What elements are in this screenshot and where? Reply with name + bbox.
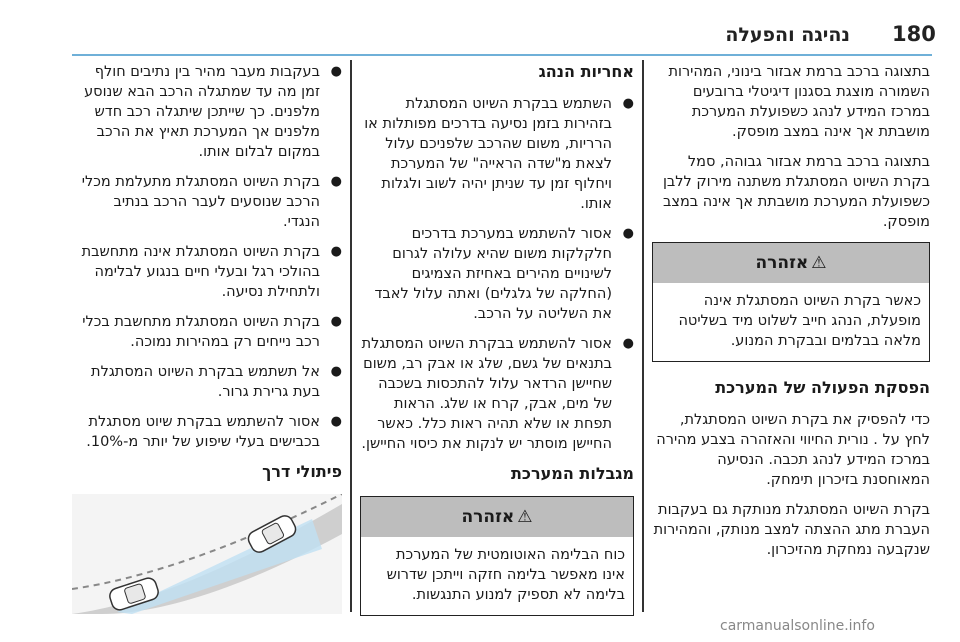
list-item: ● אסור להשתמש בבקרת השיוט המסתגלת בתנאים של גשם, שלג או אבק רב, משום שחיישן הרדאר עלול להתכסות בשכבה של מים, אבק, קרח או שלג. הראות תפחת או שלא תהיה ראות כלל. כאשר החיישן מוסתר יש לנקות את כיסוי החיישן.: [360, 334, 634, 454]
warning-box: [360, 496, 634, 616]
list-item: ● השתמש בבקרת השיוט המסתגלת בזהירות בזמן נסיעה בדרכים מפותלות או הרריות, משום שהרכב שלפניכם עלול לצאת מ"שדה הראייה" של המערכת ויחלוף זמן עד שניתן יהיה לשוב ולגלות אותו.: [360, 94, 634, 214]
middle-column: [360, 62, 634, 632]
section-title: פיתולי דרך: [262, 462, 342, 481]
section-title: אחריות הנהג: [538, 62, 634, 81]
warning-header: [361, 497, 633, 537]
list-item: ● אסור להשתמש בבקרת שיוט מסתגלת בכבישים בעלי שיפוע של יותר מ-10%.: [72, 412, 342, 452]
warning-box: [652, 242, 930, 362]
warning-text: כוח הבלימה האוטומטית של המערכת אינו מאפשר בלימה חזקה וייתכן שדרוש בלימה לא תספיק למנוע התנגשות.: [386, 547, 625, 603]
bullet-list: [72, 62, 342, 452]
right-column: [652, 62, 930, 570]
paragraph: כדי להפסיק את בקרת השיוט המסתגלת, לחץ על . נורית החיווי והאזהרה בצבע מהירה במרכז המידע לנהג תכבה. הנסיעה המאוחסנת בזיכרון תימחק.: [656, 412, 930, 488]
column-divider: [642, 60, 644, 612]
page-number: 180: [892, 22, 936, 46]
chapter-title: נהיגה והפעלה: [725, 24, 850, 46]
section-title: מגבלות המערכת: [510, 464, 634, 483]
list-item: ● בעקבות מעבר מהיר בין נתיבים חולף זמן מה עד שמתגלה הרכב הבא שנוסע מלפנים. כך שייתכן שיתגלה רכב חדש מלפנים אך המערכת תאיץ את הרכב במקום לבלום אותו.: [72, 62, 342, 162]
warning-title: אזהרה: [755, 253, 809, 273]
paragraph: בתצוגה ברכב ברמת אבזור בינוני, המהירות השמורה מוצגת בסגנון דיגיטלי ברובעים במרכז המידע לנהג כשפועלת המערכת מושבתת אך אינה במצב מופסק.: [668, 64, 930, 140]
page-header: [0, 0, 960, 56]
list-item: ● אל תשתמש בבקרת השיוט המסתגלת בעת גרירת גרור.: [72, 362, 342, 402]
column-divider: [350, 60, 352, 612]
warning-icon: ⚠: [517, 507, 533, 527]
curve-illustration: [72, 494, 342, 614]
warning-text: כאשר בקרת השיוט המסתגלת אינה מופעלת, הנהג חייב לשלוט מיד בשליטה מלאה בבלמים ובבקרת המנוע.: [678, 293, 921, 349]
warning-icon: ⚠: [811, 253, 827, 273]
paragraph: בקרת השיוט המסתגלת מנותקת גם בעקבות העברת מתג ההצתה למצב מנותק, והמהירות שנקבעה נמחקת מהזיכרון.: [653, 502, 930, 558]
left-column: [72, 62, 342, 614]
warning-header: [653, 243, 929, 283]
warning-title: אזהרה: [461, 507, 515, 527]
list-item: ● בקרת השיוט המסתגלת אינה מתחשבת בהולכי רגל ובעלי חיים בנגוע לבלימה ולתחילת נסיעה.: [72, 242, 342, 302]
header-rule: [72, 54, 932, 56]
list-item: ● בקרת השיוט המסתגלת מתחשבת בכלי רכב נייחים רק במהירות נמוכה.: [72, 312, 342, 352]
paragraph: בתצוגה ברכב ברמת אבזור גבוהה, סמל בקרת השיוט המסתגלת משתנה מירוק ללבן כשפועלת המערכת מושבתת אך אינה במצב מופסק.: [662, 154, 930, 230]
section-title: הפסקת הפעולה של המערכת: [715, 378, 930, 397]
bullet-list: [360, 94, 634, 454]
list-item: ● אסור להשתמש במערכת בדרכים חלקלקות משום שהיא עלולה לגרום לשינויים מהירים באחיזת הצמיגים (החלקה של גלגלים) ואתה עלול לאבד את השליטה על הרכב.: [360, 224, 634, 324]
watermark: carmanualsonline.info: [720, 618, 875, 634]
list-item: ● בקרת השיוט המסתגלת מתעלמת מכלי הרכב שנוסעים לעבר הרכב בנתיב הנגדי.: [72, 172, 342, 232]
